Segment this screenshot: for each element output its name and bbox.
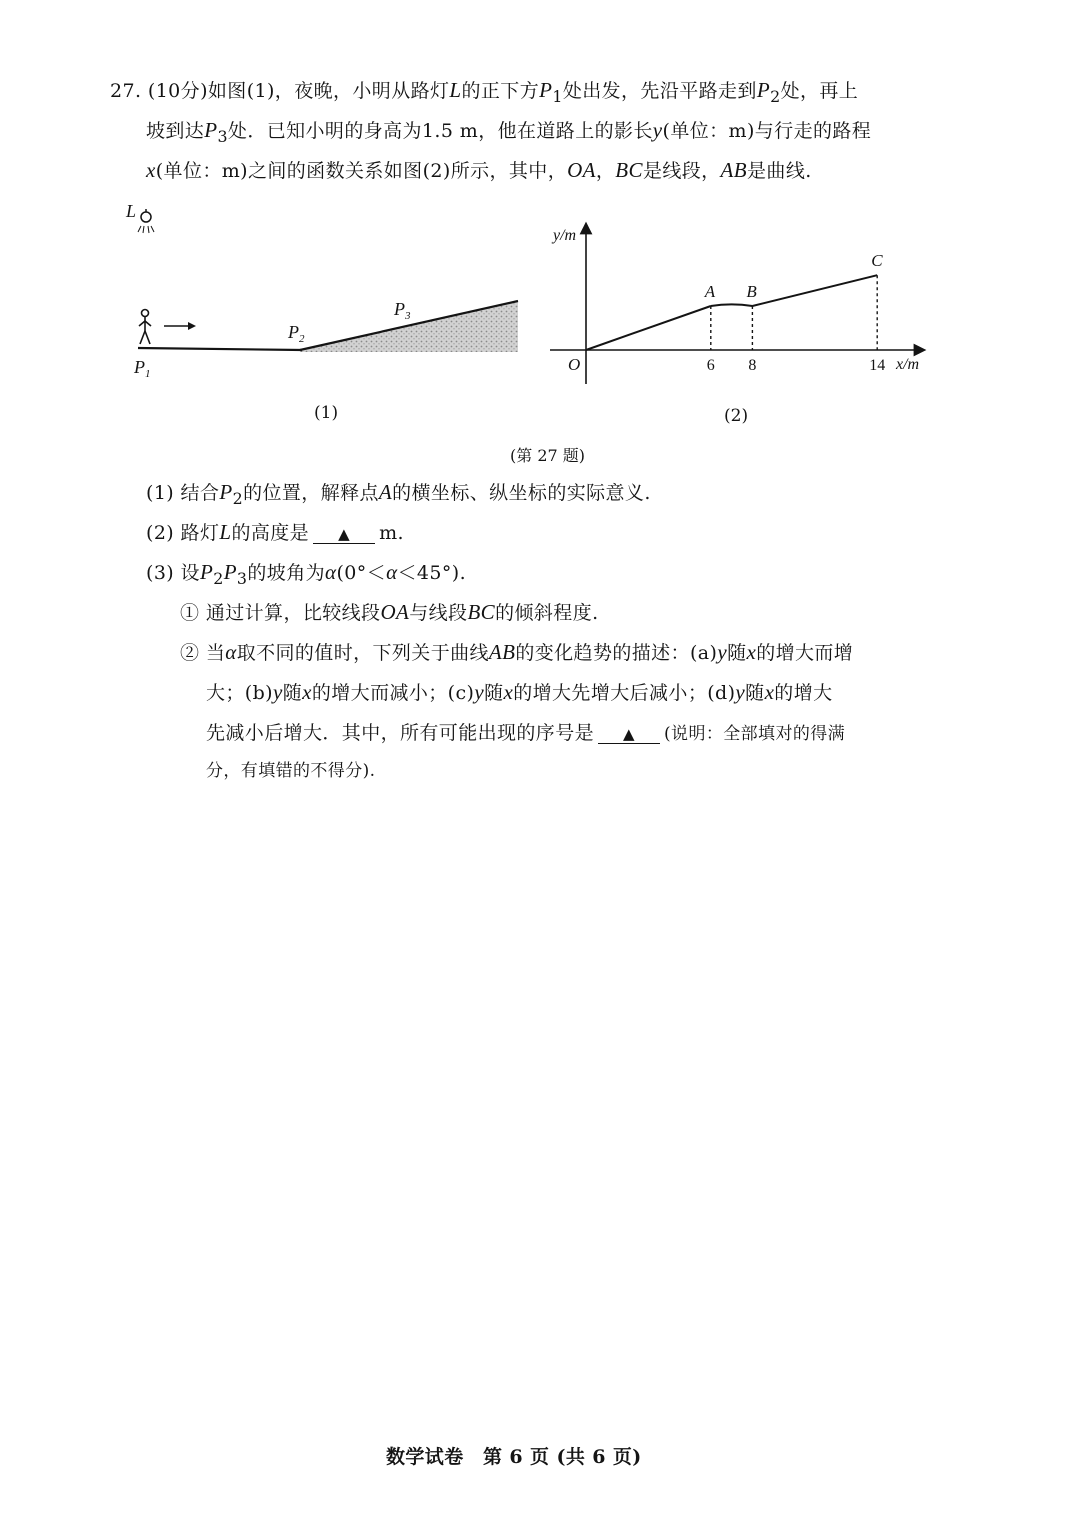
x-axis-label: x/m bbox=[896, 356, 920, 373]
question-3-2-line-3: 先减小后增大．其中，所有可能出现的序号是 ▲ (说明：全部填对的得满 bbox=[206, 722, 846, 744]
x-tick-label-14: 14 bbox=[869, 357, 886, 374]
page-footer: 数学试卷 第 6 页 (共 6 页) bbox=[386, 1446, 642, 1468]
point-label-a: A bbox=[704, 282, 716, 301]
question-3: (3) 设$P_2P_3$的坡角为α(0°＜α＜45°). bbox=[146, 560, 467, 588]
point-label-b: B bbox=[746, 282, 757, 301]
walker-icon bbox=[139, 310, 151, 345]
figure-1-road-diagram bbox=[120, 195, 530, 385]
figure-2-caption: (2) bbox=[724, 406, 749, 426]
answer-blank-trend-options[interactable]: ▲ bbox=[598, 725, 660, 744]
y-axis-label: y/m bbox=[553, 227, 577, 244]
label-p2: $P_2$ bbox=[288, 322, 305, 345]
x-tick-label-6: 6 bbox=[706, 357, 715, 374]
direction-arrow-icon bbox=[164, 322, 196, 330]
question-1: (1) 结合$P_2$的位置，解释点A的横坐标、纵坐标的实际意义. bbox=[146, 480, 651, 508]
question-2: (2) 路灯L的高度是 ▲ m. bbox=[146, 520, 404, 544]
figure-2-function-graph bbox=[545, 218, 945, 388]
problem-number: 27. bbox=[110, 80, 142, 102]
x-tick-label-8: 8 bbox=[748, 357, 757, 374]
lamp-label: L bbox=[126, 201, 137, 221]
street-lamp-icon bbox=[138, 209, 154, 233]
point-label-c: C bbox=[871, 251, 883, 271]
figure-1-caption: (1) bbox=[314, 403, 339, 423]
problem-line-1: 27. (10分)如图(1)，夜晚，小明从路灯L的正下方$P_1$处出发，先沿平路走到$P_2$处，再上 bbox=[110, 78, 859, 106]
question-3-2-line-2: 大；(b)y随x的增大而减小；(c)y随x的增大先增大后减小；(d)y随x的增大 bbox=[206, 680, 833, 704]
label-p1: $P_1$ bbox=[134, 357, 151, 380]
question-3-2-line-1: ② 当α取不同的值时，下列关于曲线AB的变化趋势的描述：(a)y随x的增大而增 bbox=[180, 640, 854, 664]
origin-label: O bbox=[568, 355, 581, 374]
problem-line-3: x(单位：m)之间的函数关系如图(2)所示，其中，OA，BC是线段，AB是曲线. bbox=[146, 158, 812, 182]
graph-segment-bc bbox=[752, 275, 877, 306]
answer-blank-lamp-height[interactable]: ▲ bbox=[313, 525, 375, 544]
label-p3: $P_3$ bbox=[394, 299, 411, 322]
figure-caption: (第 27 题) bbox=[510, 446, 586, 465]
problem-line-2: 坡到达$P_3$处．已知小明的身高为1.5 m，他在道路上的影长y(单位：m)与行走的路程 bbox=[146, 118, 872, 146]
question-3-2-line-4: 分，有填错的不得分). bbox=[206, 761, 376, 781]
graph-segment-ab bbox=[711, 304, 753, 306]
question-3-1: ① 通过计算，比较线段OA与线段BC的倾斜程度. bbox=[180, 600, 599, 624]
problem-points: (10分) bbox=[147, 80, 208, 102]
flat-road bbox=[138, 348, 302, 350]
graph-segment-oa bbox=[586, 306, 711, 350]
